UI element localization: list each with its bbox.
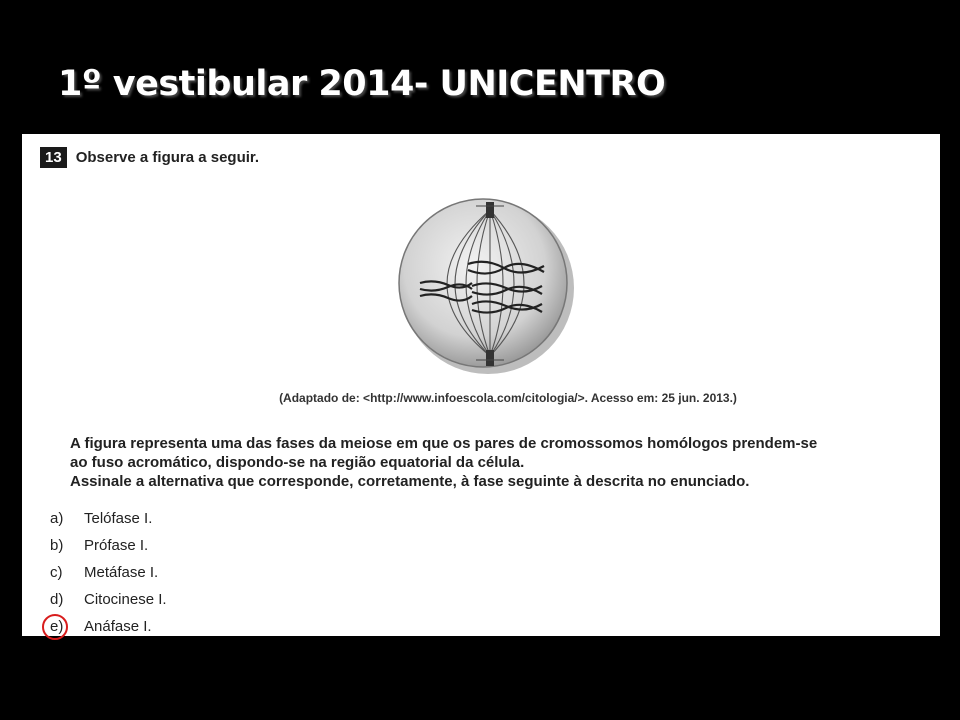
alternative-text: Metáfase I. [84, 564, 159, 581]
alternative-letter: a) [50, 510, 64, 527]
alternative-text: Prófase I. [84, 537, 149, 554]
alternative-a[interactable] [50, 505, 167, 532]
question-statement [70, 434, 930, 491]
question-number: 13 [40, 147, 67, 168]
meiosis-cell-figure [390, 190, 580, 380]
figure-source-note: (Adaptado de: <http://www.infoescola.com/citologia/>. Acesso em: 25 jun. 2013.) [279, 391, 737, 405]
alternative-text: Telófase I. [84, 510, 153, 527]
alternative-letter: d) [50, 591, 64, 608]
alternative-text: Citocinese I. [84, 591, 167, 608]
alternative-d[interactable] [50, 586, 167, 613]
question-panel [22, 134, 940, 636]
statement-line: ao fuso acromático, dispondo-se na região equatorial da célula. [70, 454, 525, 471]
alternative-letter: e) [50, 618, 64, 635]
question-instruction: Observe a figura a seguir. [75, 149, 260, 166]
alternative-text: Anáfase I. [84, 618, 152, 635]
alternative-letter: b) [50, 537, 64, 554]
slide-title: 1º vestibular 2014- UNICENTRO [58, 64, 666, 104]
statement-line: A figura representa uma das fases da meiose em que os pares de cromossomos homólogos prendem-se [70, 435, 818, 452]
alternative-e[interactable] [50, 613, 167, 640]
alternatives-list [50, 505, 167, 640]
alternative-b[interactable] [50, 532, 167, 559]
alternative-letter: c) [50, 564, 63, 581]
statement-line: Assinale a alternativa que corresponde, corretamente, à fase seguinte à descrita no enunciado. [70, 473, 750, 490]
correct-answer-circle [42, 614, 68, 640]
question-header [40, 147, 259, 168]
alternative-c[interactable] [50, 559, 167, 586]
